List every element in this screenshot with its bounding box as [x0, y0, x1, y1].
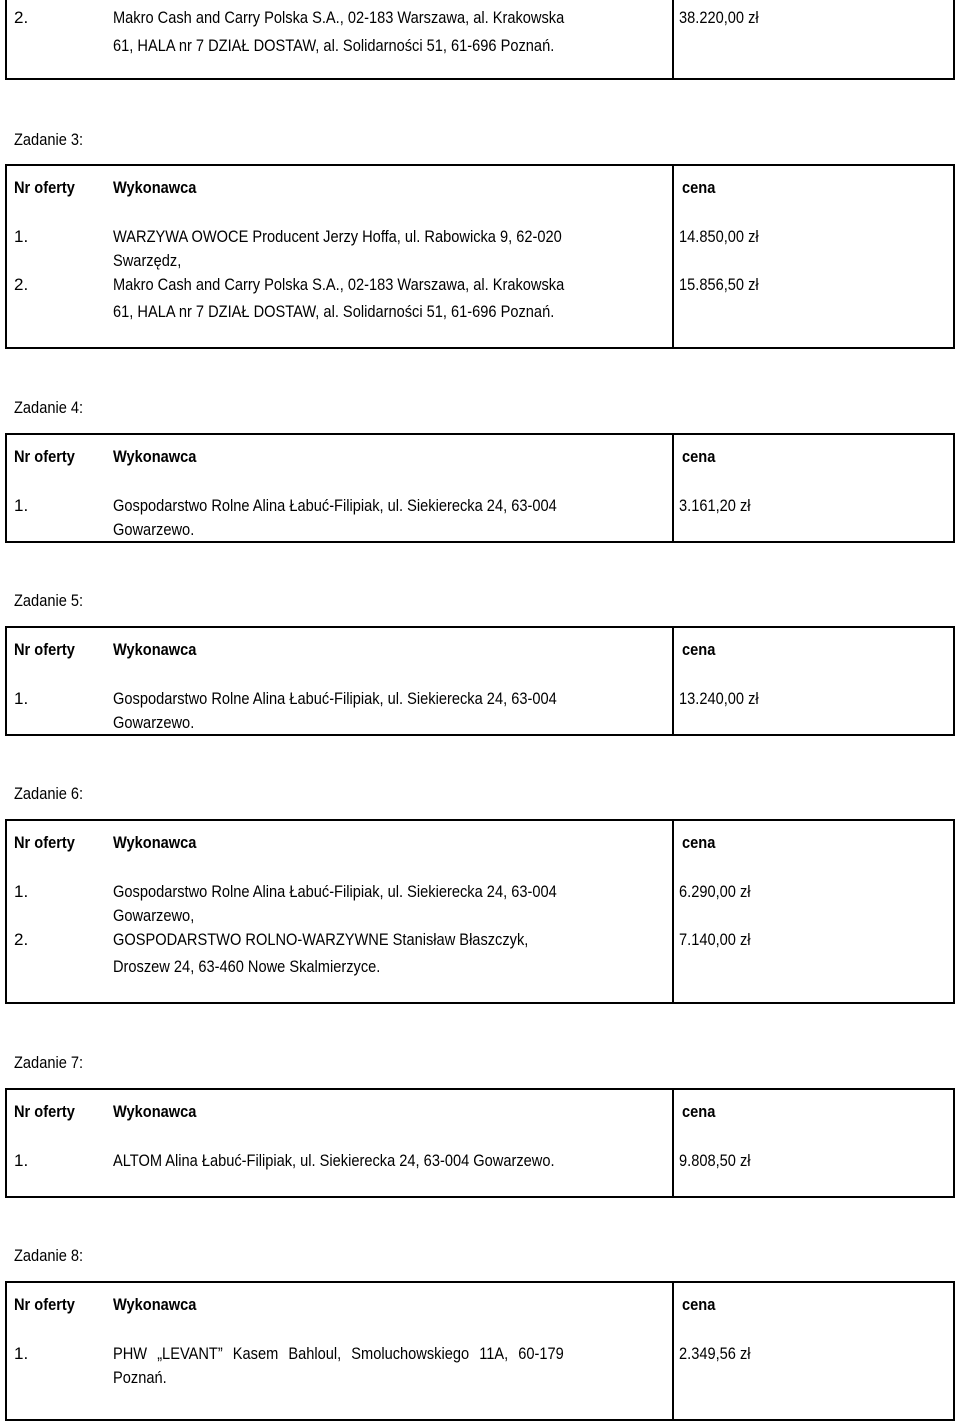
- header-cena: cena: [682, 178, 716, 197]
- section-title: Zadanie 7:: [14, 1053, 84, 1072]
- row-contractor-line1: GOSPODARSTWO ROLNO-WARZYWNE Stanisław Błaszczyk,: [113, 930, 529, 949]
- column-divider: [672, 435, 674, 541]
- row-nr: 2.: [14, 8, 29, 27]
- header-wykonawca: Wykonawca: [113, 640, 197, 659]
- row-contractor-line2: 61, HALA nr 7 DZIAŁ DOSTAW, al. Solidarności 51, 61-696 Poznań.: [113, 36, 555, 55]
- row-contractor-line2: Poznań.: [113, 1368, 167, 1387]
- row-contractor-line2: Droszew 24, 63-460 Nowe Skalmierzyce.: [113, 957, 381, 976]
- section-title: Zadanie 3:: [14, 130, 84, 149]
- header-wykonawca: Wykonawca: [113, 178, 197, 197]
- header-cena: cena: [682, 833, 716, 852]
- row-price: 6.290,00 zł: [679, 882, 751, 901]
- header-nr-oferty: Nr oferty: [14, 447, 75, 466]
- row-contractor-line1: Makro Cash and Carry Polska S.A., 02-183 Warszawa, al. Krakowska: [113, 275, 565, 294]
- row-nr: 2.: [14, 930, 29, 949]
- header-cena: cena: [682, 640, 716, 659]
- header-cena: cena: [682, 1102, 716, 1121]
- row-nr: 1.: [14, 1151, 29, 1170]
- header-wykonawca: Wykonawca: [113, 1295, 197, 1314]
- row-contractor-line1: Gospodarstwo Rolne Alina Łabuć-Filipiak, ul. Siekierecka 24, 63-004: [113, 882, 557, 901]
- header-nr-oferty: Nr oferty: [14, 833, 75, 852]
- header-wykonawca: Wykonawca: [113, 833, 197, 852]
- header-nr-oferty: Nr oferty: [14, 640, 75, 659]
- column-divider: [672, 166, 674, 347]
- row-nr: 1.: [14, 227, 29, 246]
- row-price: 9.808,50 zł: [679, 1151, 751, 1170]
- row-contractor-line1: PHW „LEVANT” Kasem Bahloul, Smoluchowskiego 11A, 60-179: [113, 1344, 564, 1363]
- row-nr: 1.: [14, 496, 29, 515]
- header-cena: cena: [682, 447, 716, 466]
- row-contractor-line2: 61, HALA nr 7 DZIAŁ DOSTAW, al. Solidarności 51, 61-696 Poznań.: [113, 302, 555, 321]
- column-divider: [672, 821, 674, 1002]
- row-contractor-line1: Gospodarstwo Rolne Alina Łabuć-Filipiak, ul. Siekierecka 24, 63-004: [113, 496, 557, 515]
- section-title: Zadanie 6:: [14, 784, 84, 803]
- header-nr-oferty: Nr oferty: [14, 178, 75, 197]
- row-price: 14.850,00 zł: [679, 227, 759, 246]
- section-title: Zadanie 4:: [14, 398, 84, 417]
- header-wykonawca: Wykonawca: [113, 447, 197, 466]
- row-contractor-line2: Gowarzewo.: [113, 713, 195, 732]
- header-wykonawca: Wykonawca: [113, 1102, 197, 1121]
- section-title: Zadanie 5:: [14, 591, 84, 610]
- column-divider: [672, 0, 674, 78]
- header-cena: cena: [682, 1295, 716, 1314]
- column-divider: [672, 1090, 674, 1196]
- row-nr: 1.: [14, 882, 29, 901]
- row-nr: 2.: [14, 275, 29, 294]
- row-contractor-line2: Swarzędz,: [113, 251, 182, 270]
- row-contractor-line1: WARZYWA OWOCE Producent Jerzy Hoffa, ul. Rabowicka 9, 62-020: [113, 227, 562, 246]
- header-nr-oferty: Nr oferty: [14, 1295, 75, 1314]
- row-price: 15.856,50 zł: [679, 275, 759, 294]
- header-nr-oferty: Nr oferty: [14, 1102, 75, 1121]
- column-divider: [672, 628, 674, 734]
- row-contractor-line1: Makro Cash and Carry Polska S.A., 02-183 Warszawa, al. Krakowska: [113, 8, 565, 27]
- row-price: 7.140,00 zł: [679, 930, 751, 949]
- row-price: 2.349,56 zł: [679, 1344, 751, 1363]
- row-contractor-line1: ALTOM Alina Łabuć-Filipiak, ul. Siekierecka 24, 63-004 Gowarzewo.: [113, 1151, 555, 1170]
- row-nr: 1.: [14, 689, 29, 708]
- row-price: 38.220,00 zł: [679, 8, 759, 27]
- row-price: 3.161,20 zł: [679, 496, 751, 515]
- row-price: 13.240,00 zł: [679, 689, 759, 708]
- row-contractor-line2: Gowarzewo.: [113, 520, 195, 539]
- row-nr: 1.: [14, 1344, 29, 1363]
- row-contractor-line1: Gospodarstwo Rolne Alina Łabuć-Filipiak, ul. Siekierecka 24, 63-004: [113, 689, 557, 708]
- section-title: Zadanie 8:: [14, 1246, 84, 1265]
- column-divider: [672, 1283, 674, 1419]
- row-contractor-line2: Gowarzewo,: [113, 906, 195, 925]
